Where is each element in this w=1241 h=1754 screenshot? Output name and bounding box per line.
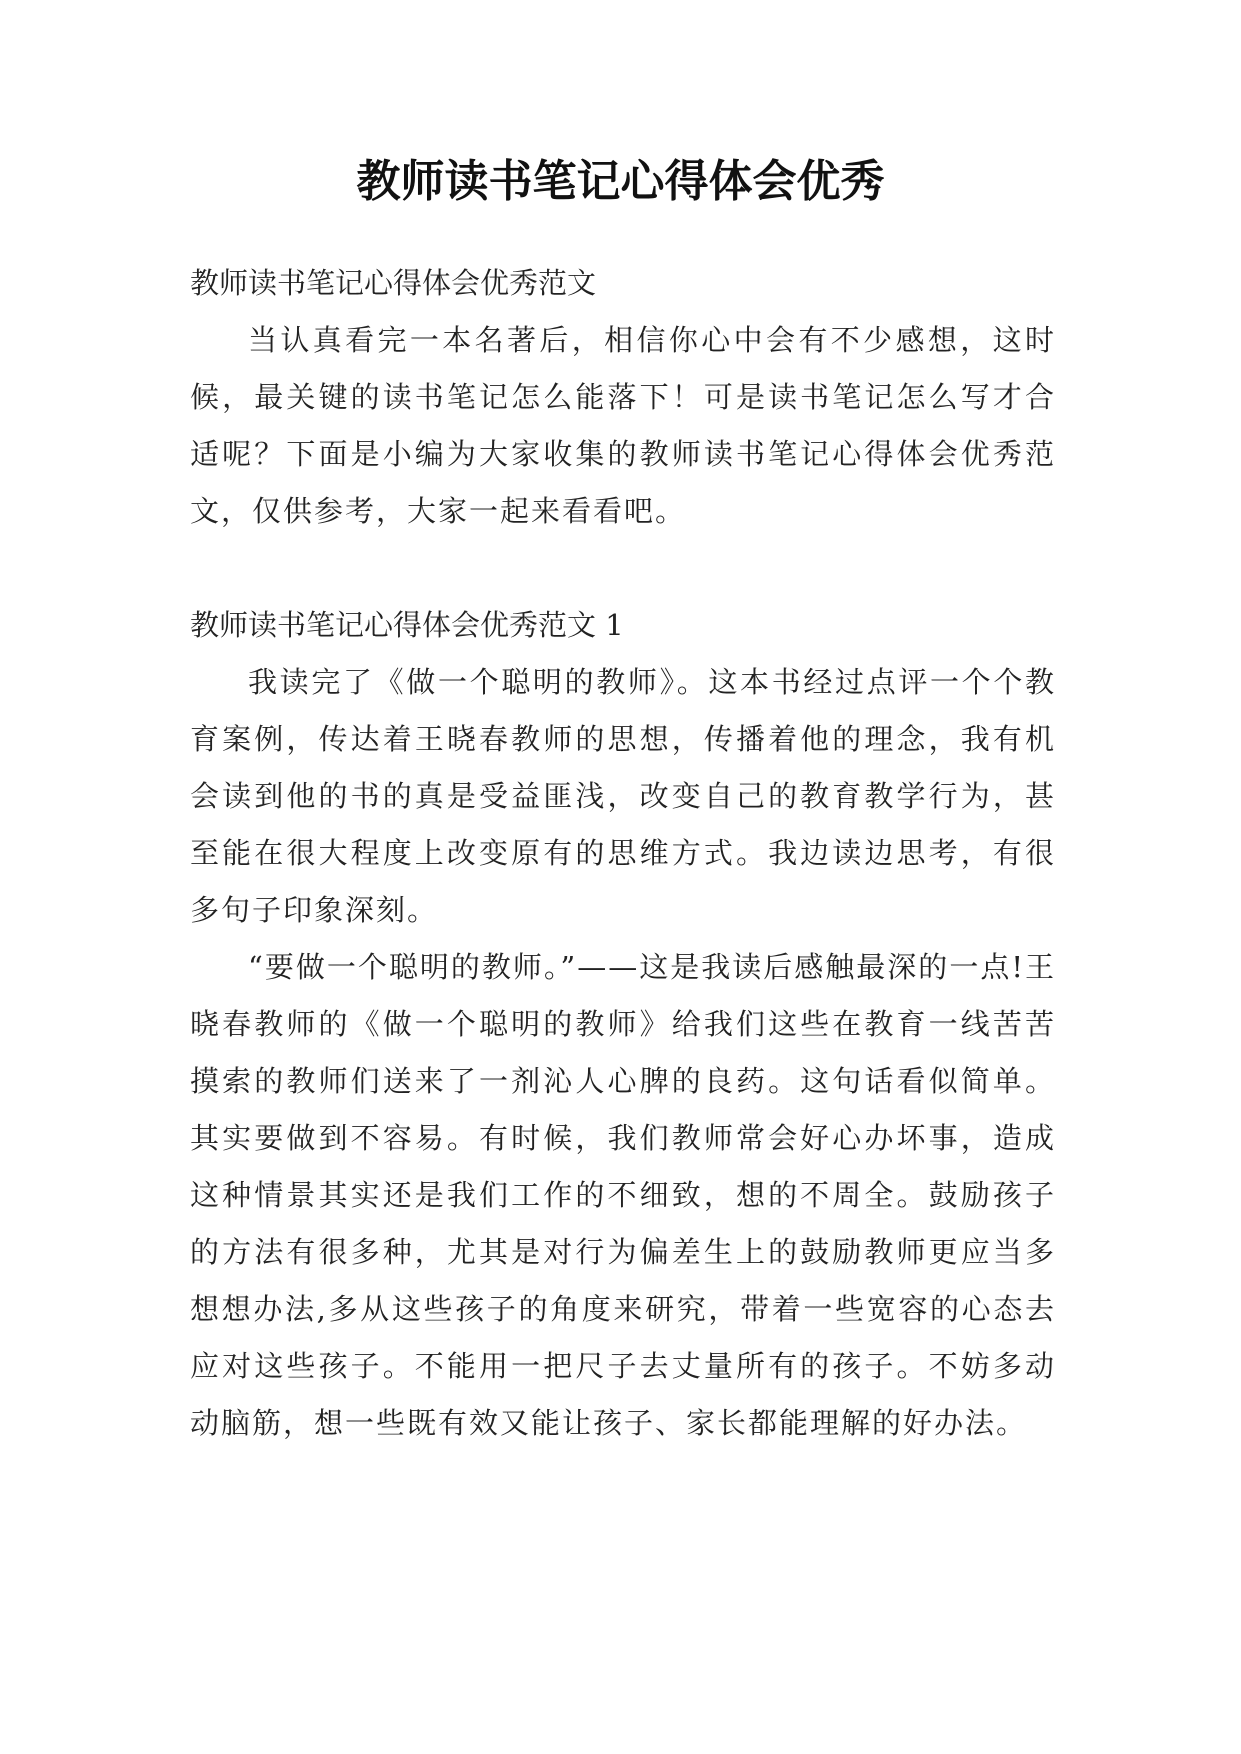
document-body [190,255,1056,1452]
intro-paragraph: 当认真看完一本名著后，相信你心中会有不少感想，这时候，最关键的读书笔记怎么能落下！可是读书笔记怎么写才合适呢？下面是小编为大家收集的教师读书笔记心得体会优秀范文，仅供参考，大家一起来看看吧。 [190,323,1056,528]
section1-paragraph-2: “要做一个聪明的教师。”——这是我读后感触最深的一点!王晓春教师的《做一个聪明的教师》给我们这些在教育一线苦苦摸索的教师们送来了一剂沁人心脾的良药。这句话看似简单。其实要做到不容易。有时候，我们教师常会好心办坏事，造成这种情景其实还是我们工作的不细致，想的不周全。鼓励孩子的方法有很多种，尤其是对行为偏差生上的鼓励教师更应当多想想办法,多从这些孩子的角度来研究，带着一些宽容的心态去应对这些孩子。不能用一把尺子去丈量所有的孩子。不妨多动动脑筋，想一些既有效又能让孩子、家长都能理解的好办法。 [190,950,1056,1440]
section1-paragraph-1: 我读完了《做一个聪明的教师》。这本书经过点评一个个教育案例，传达着王晓春教师的思想，传播着他的理念，我有机会读到他的书的真是受益匪浅，改变自己的教育教学行为，甚至能在很大程度上改变原有的思维方式。我边读边思考，有很多句子印象深刻。 [190,665,1056,927]
section-spacer [190,540,1056,597]
intro-heading: 教师读书笔记心得体会优秀范文 [190,266,597,300]
document-title: 教师读书笔记心得体会优秀 [356,156,885,207]
section1-heading: 教师读书笔记心得体会优秀范文 1 [190,608,624,642]
